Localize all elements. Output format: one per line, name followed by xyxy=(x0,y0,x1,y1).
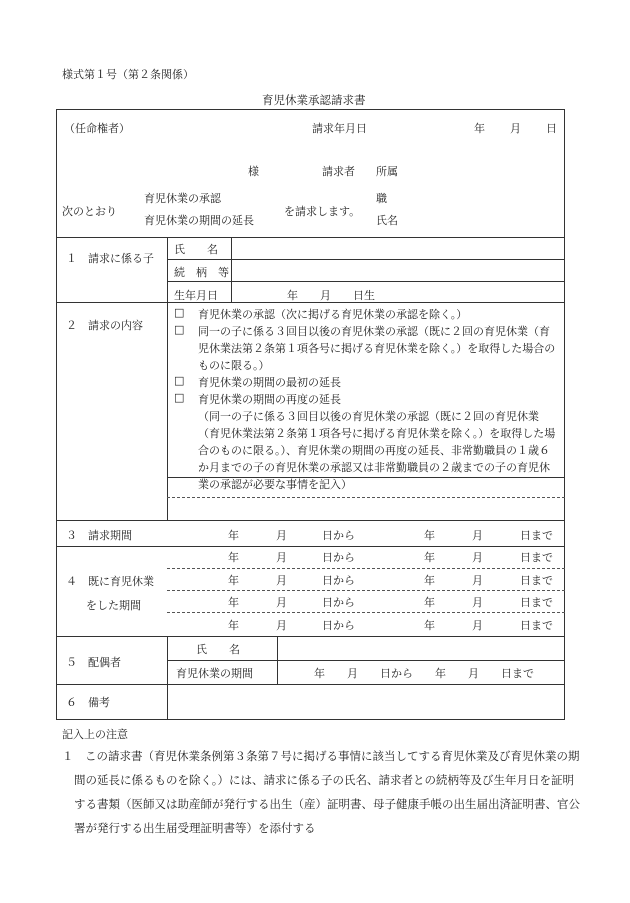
prior-section-label-2: をした期間 xyxy=(86,599,141,612)
child-birth-label: 生年月日 xyxy=(174,289,218,302)
spouse-name-label: 氏 名 xyxy=(196,643,240,656)
appointer-label: （任命権者） xyxy=(64,122,130,135)
notes-title: 記入上の注意 xyxy=(62,728,128,741)
checkbox-icon[interactable]: □ xyxy=(174,323,185,336)
form-title: 育児休業承認請求書 xyxy=(262,93,366,107)
child-section-label: １ 請求に係る子 xyxy=(66,252,154,265)
position-label: 職 xyxy=(376,192,387,205)
content-item-4: 育児休業の期間の再度の延長 xyxy=(198,393,341,406)
spouse-section-label: ５ 配偶者 xyxy=(66,656,121,669)
content-section-label: ２ 請求の内容 xyxy=(66,319,143,332)
date-day: 日 xyxy=(546,122,557,135)
remarks-section-label: ６ 備考 xyxy=(66,696,110,709)
request-prefix: 次のとおり xyxy=(62,205,117,218)
content-item-1: 育児休業の承認（次に掲げる育児休業の承認を除く。） xyxy=(198,308,468,321)
child-name-label: 氏 名 xyxy=(174,243,218,256)
notes-item-1: １ この請求書（育児休業条例第３条第７号に掲げる事情に該当してする育児休業及び育児休業の期間の延長に係るものを除く。）には、請求に係る子の氏名、請求者との続柄等及び生年月日を証明する書類（医師又は助産師が発行する出生（産）証明書、母子健康手帳の出生届出済証明書、官公署が発行する出生届受理証明書等）を添付する xyxy=(62,749,580,835)
period-section-label: ３ 請求期間 xyxy=(66,529,132,542)
checkbox-icon[interactable]: □ xyxy=(174,391,185,404)
content-note: （同一の子に係る３回目以後の育児休業の承認（既に２回の育児休業（育児休業法第２条第１項各号に掲げる育児休業を除く。）を取得した場合のものに限る。）、育児休業の期間の再度の延長、非常勤職員の１歳６か月までの子の育児休業の承認又は非常勤職員の２歳までの子の育児休業の承認が必要な事情を記入） xyxy=(198,410,556,491)
prior-section-label: ４ 既に育児休業 xyxy=(66,575,154,588)
request-suffix: を請求します。 xyxy=(284,205,361,218)
content-item-2: 同一の子に係る３回目以後の育児休業の承認（既に２回の育児休業（育児休業法第２条第１項各号に掲げる育児休業を除く。）を取得した場合のものに限る。） xyxy=(198,325,556,372)
affiliation-label: 所属 xyxy=(376,165,398,178)
sama-label: 様 xyxy=(248,165,259,178)
content-item-3: 育児休業の期間の最初の延長 xyxy=(198,376,341,389)
option-approval: 育児休業の承認 xyxy=(144,192,221,205)
date-year: 年 xyxy=(474,122,485,135)
date-month: 月 xyxy=(510,122,521,135)
form-number: 様式第１号（第２条関係） xyxy=(62,68,194,81)
request-date-label: 請求年月日 xyxy=(312,122,367,135)
spouse-period-label: 育児休業の期間 xyxy=(176,667,253,680)
checkbox-icon[interactable]: □ xyxy=(174,306,185,319)
child-relation-label: 続 柄 等 xyxy=(174,266,229,279)
option-extension: 育児休業の期間の延長 xyxy=(144,214,254,227)
name-label: 氏名 xyxy=(376,214,398,227)
spouse-period-value: 年 月 日から 年 月 日まで xyxy=(314,667,534,680)
checkbox-icon[interactable]: □ xyxy=(174,374,185,387)
child-birth-value: 年 月 日生 xyxy=(287,289,375,302)
requester-label: 請求者 xyxy=(322,165,355,178)
